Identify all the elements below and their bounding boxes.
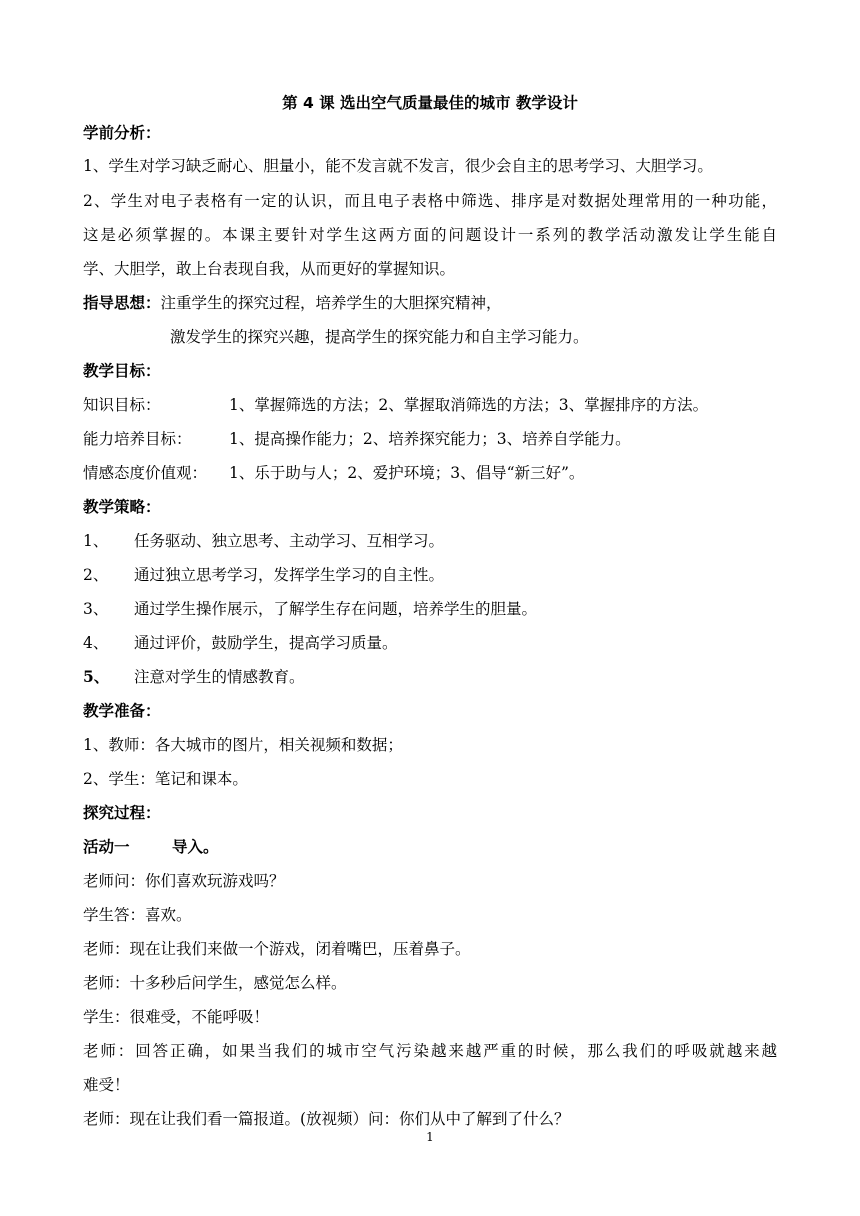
process-heading: 探究过程： [83, 804, 161, 822]
analysis-paragraph-2-line-2: 这是必须掌握的。本课主要针对学生这两方面的问题设计一系列的教学活动激发让学生能自 [83, 226, 777, 244]
activity-title: 导入。 [172, 838, 219, 856]
strategy-number: 3、 [83, 600, 109, 618]
analysis-paragraph-2-line-3: 学、大胆学，敢上台表现自我，从而更好的掌握知识。 [83, 260, 456, 278]
strategy-number: 1、 [83, 532, 109, 550]
objectives-heading: 教学目标： [83, 362, 161, 380]
dialogue-line: 老师：现在让我们来做一个游戏，闭着嘴巴，压着鼻子。 [83, 940, 471, 958]
strategy-heading: 教学策略： [83, 498, 161, 516]
guiding-thought-line-2: 激发学生的探究兴趣，提高学生的探究能力和自主学习能力。 [170, 328, 589, 346]
objective-row [83, 395, 708, 415]
analysis-paragraph-1: 1、学生对学习缺乏耐心、胆量小，能不发言就不发言，很少会自主的思考学习、大胆学习。 [83, 157, 713, 175]
objective-text: 1、乐于助与人；2、爱护环境；3、倡导“新三好”。 [229, 464, 585, 482]
strategy-item [83, 599, 537, 619]
strategy-text: 通过独立思考学习，发挥学生学习的自主性。 [134, 566, 445, 584]
objective-label: 知识目标： [83, 396, 161, 414]
strategy-text: 通过学生操作展示，了解学生存在问题，培养学生的胆量。 [134, 600, 538, 618]
strategy-item [83, 667, 305, 687]
dialogue-line: 老师：现在让我们看一篇报道。(放视频）问：你们从中了解到了什么？ [83, 1110, 570, 1128]
activity-label: 活动一 [83, 838, 130, 856]
strategy-number: 5、 [83, 667, 110, 686]
strategy-number: 4、 [83, 634, 109, 652]
guiding-thought-line-1: 注重学生的探究过程，培养学生的大胆探究精神， [160, 294, 502, 312]
objective-text: 1、提高操作能力；2、培养探究能力；3、培养自学能力。 [229, 430, 631, 448]
strategy-text: 注意对学生的情感教育。 [134, 668, 305, 686]
page-number: 1 [426, 1130, 434, 1144]
analysis-paragraph-2-line-1: 2、学生对电子表格有一定的认识，而且电子表格中筛选、排序是对数据处理常用的一种功能， [83, 192, 777, 210]
dialogue-line: 老师：十多秒后问学生，感觉怎么样。 [83, 974, 347, 992]
objective-row [83, 463, 584, 483]
dialogue-line: 老师：回答正确，如果当我们的城市空气污染越来越严重的时候，那么我们的呼吸就越来越 [83, 1042, 777, 1060]
strategy-item [83, 633, 398, 653]
objective-text: 1、掌握筛选的方法；2、掌握取消筛选的方法；3、掌握排序的方法。 [229, 396, 709, 414]
analysis-heading: 学前分析： [83, 124, 161, 142]
dialogue-line: 难受！ [83, 1076, 130, 1094]
objective-row [83, 429, 631, 449]
document-title: 第 4 课 选出空气质量最佳的城市 教学设计 [282, 94, 578, 112]
strategy-item [83, 565, 444, 585]
preparation-heading: 教学准备： [83, 702, 161, 720]
activity-one-row [83, 837, 219, 857]
strategy-text: 通过评价，鼓励学生，提高学习质量。 [134, 634, 398, 652]
objective-label: 情感态度价值观： [83, 464, 208, 482]
strategy-number: 2、 [83, 566, 109, 584]
dialogue-line: 老师问：你们喜欢玩游戏吗？ [83, 872, 285, 890]
guiding-thought-row [83, 293, 502, 313]
dialogue-line: 学生：很难受，不能呼吸！ [83, 1008, 270, 1026]
preparation-item: 1、教师：各大城市的图片，相关视频和数据； [83, 736, 403, 754]
objective-label: 能力培养目标： [83, 430, 192, 448]
strategy-item [83, 531, 444, 551]
guiding-thought-label: 指导思想： [83, 294, 161, 312]
preparation-item: 2、学生：笔记和课本。 [83, 770, 248, 788]
dialogue-line: 学生答：喜欢。 [83, 906, 192, 924]
strategy-text: 任务驱动、独立思考、主动学习、互相学习。 [134, 532, 445, 550]
